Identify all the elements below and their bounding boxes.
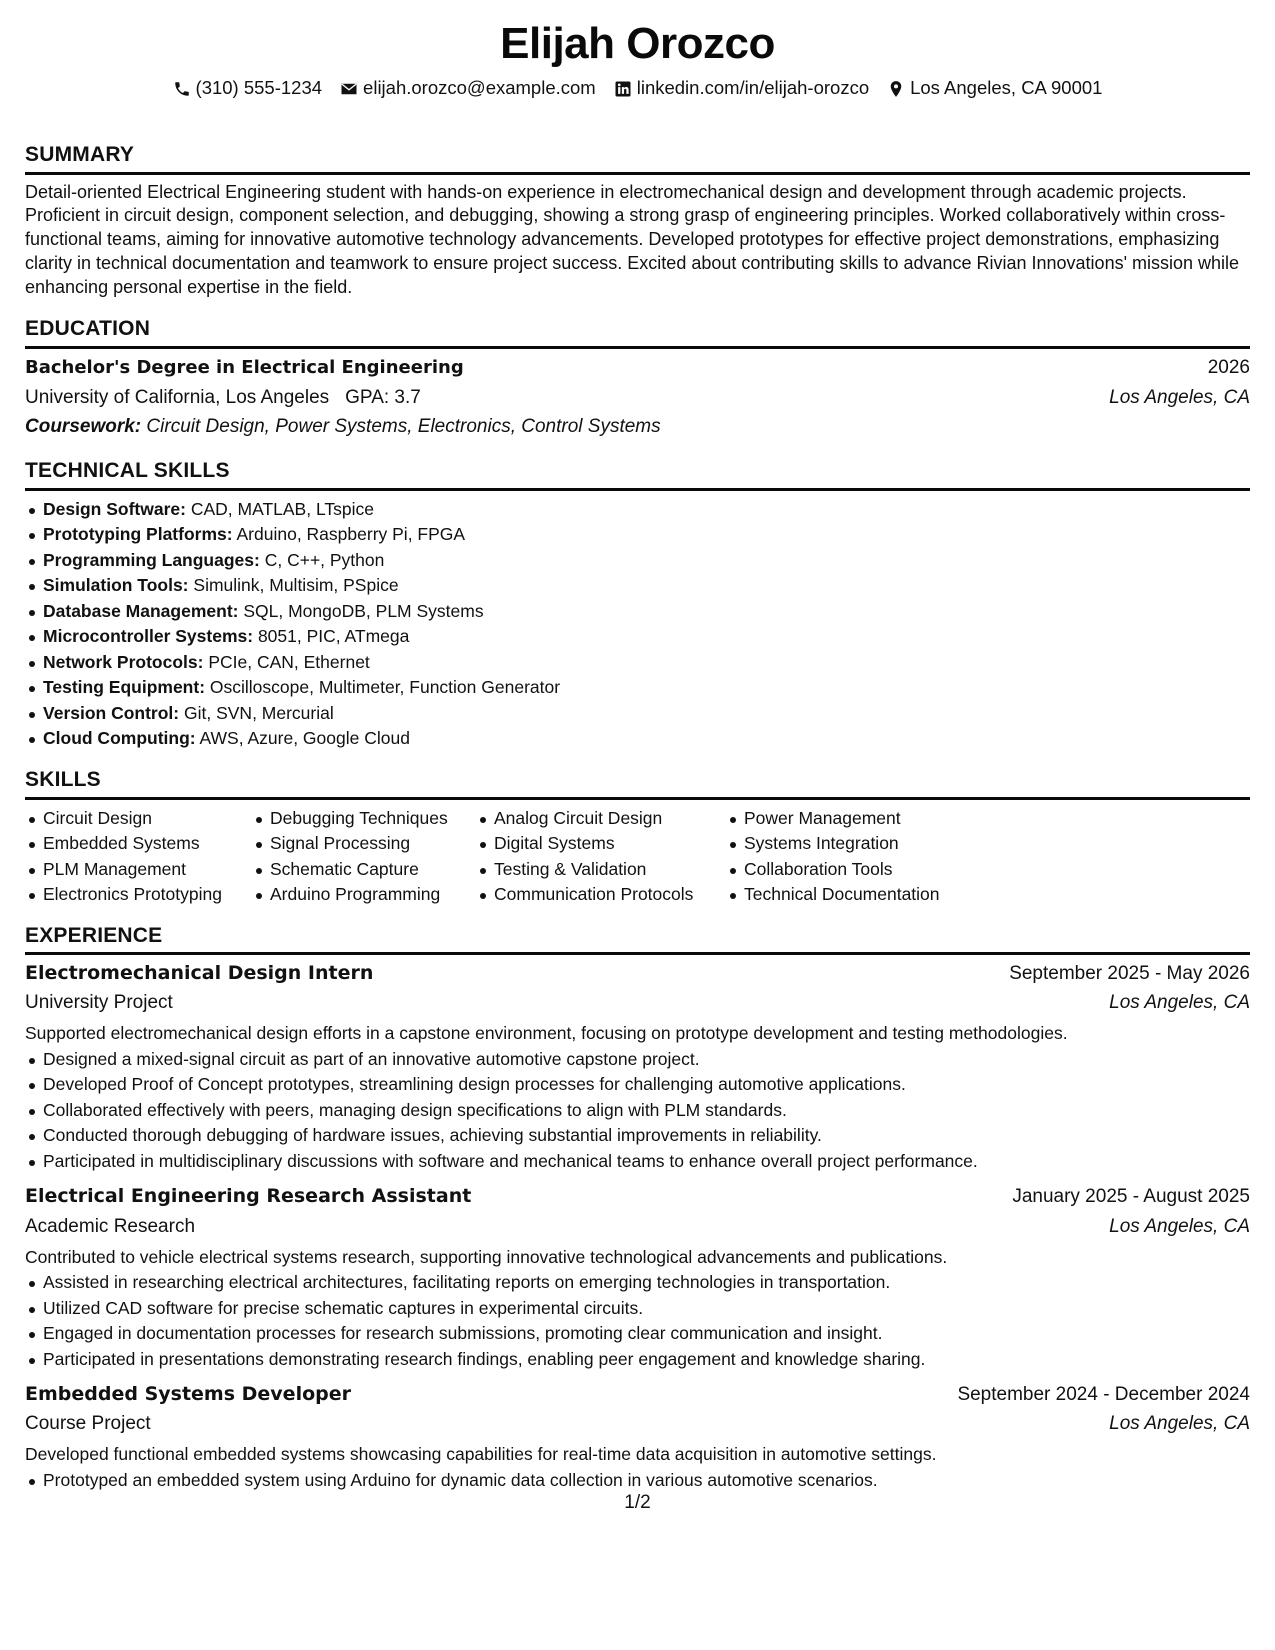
- list-item: Circuit Design: [25, 806, 252, 832]
- linkedin-icon: [614, 80, 632, 98]
- job-bullets: [25, 1270, 1250, 1372]
- list-item: Debugging Techniques: [252, 806, 476, 832]
- technical-skills-heading: TECHNICAL SKILLS: [25, 457, 1250, 491]
- skills-column-2: [252, 806, 476, 908]
- page-number: 1/2: [624, 1492, 651, 1513]
- list-item: Microcontroller Systems: 8051, PIC, ATmega: [25, 624, 1250, 650]
- experience-entry: [25, 961, 1250, 1174]
- list-item: Network Protocols: PCIe, CAN, Ethernet: [25, 650, 1250, 676]
- coursework-list: Circuit Design, Power Systems, Electronics, Control Systems: [146, 416, 661, 438]
- skills-column-3: [476, 806, 726, 908]
- job-title: Embedded Systems Developer: [25, 1383, 351, 1406]
- list-item: Design Software: CAD, MATLAB, LTspice: [25, 497, 1250, 523]
- list-item: Embedded Systems: [25, 831, 252, 857]
- skills-section: [25, 766, 1250, 908]
- list-item: Assisted in researching electrical architectures, facilitating reports on emerging technologies in transportation.: [25, 1270, 1250, 1296]
- skills-column-4: [726, 806, 976, 908]
- job-description: Contributed to vehicle electrical systems research, supporting innovative technological advancements and publications.: [25, 1246, 948, 1267]
- skills-heading: SKILLS: [25, 766, 1250, 800]
- school-name: University of California, Los Angeles: [25, 387, 330, 408]
- list-item: Programming Languages: C, C++, Python: [25, 548, 1250, 574]
- contact-location: [887, 76, 1102, 100]
- candidate-name: Elijah Orozco: [500, 19, 775, 68]
- job-org: Academic Research: [25, 1215, 196, 1237]
- coursework: [25, 414, 1250, 439]
- job-location: Los Angeles, CA: [1109, 992, 1250, 1014]
- job-org: Course Project: [25, 1413, 151, 1435]
- map-pin-icon: [887, 80, 905, 98]
- job-dates: September 2024 - December 2024: [957, 1384, 1250, 1406]
- list-item: Engaged in documentation processes for research submissions, promoting clear communication and insight.: [25, 1321, 1250, 1347]
- job-dates: September 2025 - May 2026: [1009, 963, 1250, 985]
- list-item: Developed Proof of Concept prototypes, streamlining design processes for challenging automotive applications.: [25, 1072, 1250, 1098]
- education-header-row: [25, 355, 1250, 380]
- graduation-year: 2026: [1207, 356, 1250, 378]
- list-item: Collaboration Tools: [726, 857, 976, 883]
- list-item: Technical Documentation: [726, 882, 976, 908]
- summary-section: [25, 141, 1250, 300]
- experience-section: [25, 922, 1250, 1494]
- coursework-label: Coursework:: [25, 416, 142, 438]
- skills-column-1: [25, 806, 252, 908]
- job-location: Los Angeles, CA: [1109, 1215, 1250, 1237]
- list-item: Cloud Computing: AWS, Azure, Google Cloud: [25, 726, 1250, 752]
- contact-phone[interactable]: [173, 76, 323, 100]
- list-item: Designed a mixed-signal circuit as part of an innovative automotive capstone project.: [25, 1047, 1250, 1073]
- job-description: Developed functional embedded systems showcasing capabilities for real-time data acquisition in automotive settings.: [25, 1444, 937, 1465]
- job-title: Electrical Engineering Research Assistant: [25, 1185, 472, 1208]
- summary-heading: SUMMARY: [25, 141, 1250, 175]
- list-item: Digital Systems: [476, 831, 726, 857]
- envelope-icon: [340, 80, 358, 98]
- experience-entry: [25, 1184, 1250, 1372]
- list-item: Version Control: Git, SVN, Mercurial: [25, 701, 1250, 727]
- education-section: [25, 315, 1250, 439]
- list-item: Database Management: SQL, MongoDB, PLM Systems: [25, 599, 1250, 625]
- list-item: Analog Circuit Design: [476, 806, 726, 832]
- location-text: Los Angeles, CA 90001: [910, 77, 1103, 99]
- phone-text: (310) 555-1234: [195, 77, 323, 99]
- list-item: Testing Equipment: Oscilloscope, Multimeter, Function Generator: [25, 675, 1250, 701]
- list-item: Utilized CAD software for precise schematic captures in experimental circuits.: [25, 1296, 1250, 1322]
- list-item: Collaborated effectively with peers, managing design specifications to align with PLM standards.: [25, 1098, 1250, 1124]
- list-item: Communication Protocols: [476, 882, 726, 908]
- job-description: Supported electromechanical design efforts in a capstone environment, focusing on prototype development and testing methodologies.: [25, 1023, 1068, 1044]
- contact-bar: [25, 76, 1250, 100]
- list-item: Conducted thorough debugging of hardware issues, achieving substantial improvements in reliability.: [25, 1123, 1250, 1149]
- technical-skills-section: [25, 457, 1250, 752]
- experience-heading: EXPERIENCE: [25, 922, 1250, 956]
- job-location: Los Angeles, CA: [1109, 1413, 1250, 1435]
- list-item: Simulation Tools: Simulink, Multisim, PSpice: [25, 573, 1250, 599]
- email-text: elijah.orozco@example.com: [363, 77, 596, 99]
- contact-linkedin[interactable]: [614, 76, 869, 100]
- list-item: Prototyping Platforms: Arduino, Raspberry Pi, FPGA: [25, 522, 1250, 548]
- summary-text: Detail-oriented Electrical Engineering student with hands-on experience in electromechanical design and development through academic projects. Proficient in circuit design, component selection, and debugging, showing a strong grasp of engineering principles. Worked collaboratively within cross-functional teams, aiming for innovative automotive technology advancements. Developed prototypes for effective project demonstrations, emphasizing clarity in technical documentation and teamwork to ensure project success. Excited about contributing skills to advance Rivian Innovations' mission while enhancing personal expertise in the field.: [25, 181, 1240, 298]
- job-dates: January 2025 - August 2025: [1012, 1186, 1250, 1208]
- education-sub-row: [25, 385, 1250, 410]
- list-item: Prototyped an embedded system using Arduino for dynamic data collection in various automotive scenarios.: [25, 1468, 1250, 1494]
- list-item: Electronics Prototyping: [25, 882, 252, 908]
- phone-icon: [173, 80, 191, 98]
- experience-entry: [25, 1382, 1250, 1493]
- linkedin-text: linkedin.com/in/elijah-orozco: [636, 77, 870, 99]
- list-item: PLM Management: [25, 857, 252, 883]
- list-item: Power Management: [726, 806, 976, 832]
- education-heading: EDUCATION: [25, 315, 1250, 349]
- job-org: University Project: [25, 992, 173, 1014]
- job-title: Electromechanical Design Intern: [25, 962, 374, 985]
- list-item: Participated in multidisciplinary discussions with software and mechanical teams to enhance overall project performance.: [25, 1149, 1250, 1175]
- education-location: Los Angeles, CA: [1109, 387, 1250, 408]
- technical-skills-list: [25, 497, 1250, 752]
- list-item: Participated in presentations demonstrating research findings, enabling peer engagement and knowledge sharing.: [25, 1347, 1250, 1373]
- list-item: Signal Processing: [252, 831, 476, 857]
- list-item: Systems Integration: [726, 831, 976, 857]
- list-item: Testing & Validation: [476, 857, 726, 883]
- job-bullets: [25, 1047, 1250, 1175]
- degree-title: Bachelor's Degree in Electrical Engineering: [25, 356, 464, 378]
- list-item: Schematic Capture: [252, 857, 476, 883]
- skills-grid: [25, 806, 1250, 908]
- gpa: GPA: 3.7: [345, 387, 421, 408]
- list-item: Arduino Programming: [252, 882, 476, 908]
- contact-email[interactable]: [340, 76, 596, 100]
